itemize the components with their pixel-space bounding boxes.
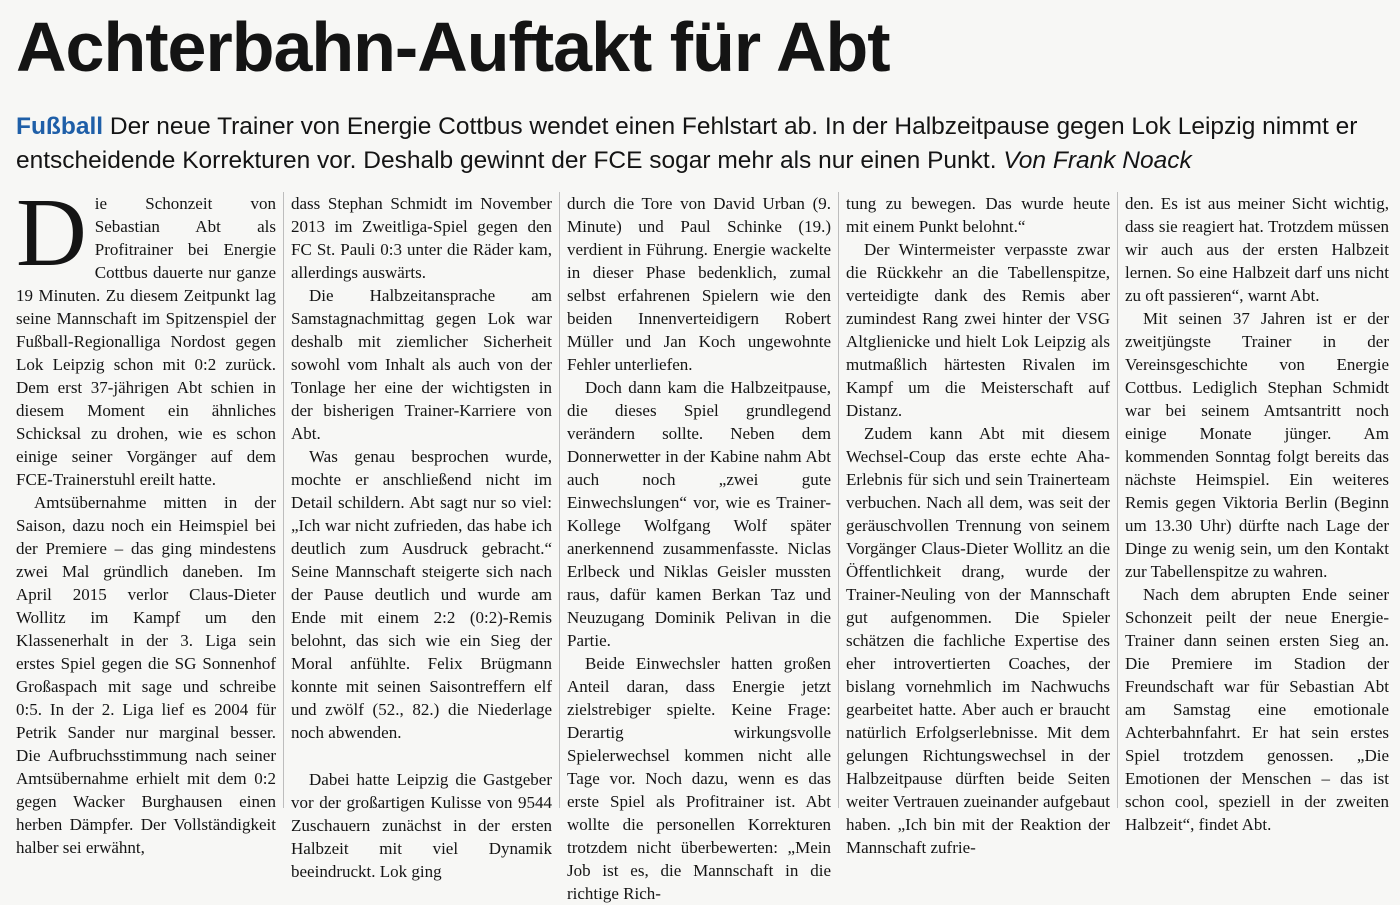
column-5 xyxy=(1125,192,1389,834)
paragraph: Was genau besprochen wurde, mochte er anschließend nicht im Detail schildern. Abt sagt nur so viel: „Ich war nicht zufrieden, das habe ich deutlich zum Ausdruck gebracht.“ Seine Mannschaft steigerte sich nach der Pause deutlich und wurde am Ende mit einem 2:2 (0:2)-Remis belohnt, das sich wie ein Sieg der Moral anfühlte. Felix Brügmann konnte mit seinen Saisontreffern elf und zwölf (52., 82.) die Niederlage noch abwenden. xyxy=(291,447,552,742)
dropcap: D xyxy=(16,179,87,287)
paragraph: Zudem kann Abt mit diesem Wechsel-Coup das erste echte Aha-Erlebnis für sich und sein Trainerteam verbuchen. Nach all dem, was seit der geräuschvollen Trennung von seinem Vorgänger Claus-Dieter Wollitz an die Öffentlichkeit drang, wurde der Trainer-Neuling von der Mannschaft gut aufgenommen. Die Spieler schätzen die fachliche Expertise des eher introvertierten Coaches, der bislang vornehmlich im Nachwuchs gearbeitet hatte. Aber auch er braucht natürlich Erfolgserlebnisse. Mit dem gelungen Richtungswechsel in der Halbzeitpause dürften beide Seiten weiter Vertrauen zueinander aufgebaut haben. „Ich bin mit der Reaktion der Mannschaft zufrie- xyxy=(846,424,1110,857)
paragraph: Die Halbzeitansprache am Samstagnachmittag gegen Lok war deshalb mit ziemlicher Sicherheit sowohl vom Inhalt als auch von der Tonlage her eine der wichtigsten in der bisherigen Trainer-Karriere von Abt. xyxy=(291,286,552,443)
paragraph: durch die Tore von David Urban (9. Minute) und Paul Schinke (19.) verdient in Führung. Energie wackelte in dieser Phase bedenklich, zumal selbst erfahrenen Spielern wie den beiden Innenverteidigern Robert Müller und Jan Koch ungewohnte Fehler unterliefen. xyxy=(567,194,831,374)
column-divider xyxy=(1117,192,1118,808)
paragraph xyxy=(16,179,276,491)
column-divider xyxy=(283,192,284,808)
kicker: Fußball xyxy=(16,113,104,140)
headline: Achterbahn-Auftakt für Abt xyxy=(16,8,890,86)
paragraph: Der Wintermeister verpasste zwar die Rückkehr an die Tabellenspitze, verteidigte dank des Remis aber zumindest Rang zwei hinter der VSG Altglienicke und hielt Lok Leipzig als mutmaßlich härtesten Rivalen im Kampf um die Meisterschaft auf Distanz. xyxy=(846,240,1110,420)
paragraph: dass Stephan Schmidt im November 2013 im Zweitliga-Spiel gegen den FC St. Pauli 0:3 unter die Räder kam, allerdings auswärts. xyxy=(291,194,552,282)
paragraph: Mit seinen 37 Jahren ist er der zweitjüngste Trainer in der Vereinsgeschichte von Energie Cottbus. Lediglich Stephan Schmidt war bei seinem Amtsantritt noch einige Monate jünger. Am kommenden Sonntag folgt bereits das nächste Heimspiel. Ein weiteres Remis gegen Viktoria Berlin (Beginn um 13.30 Uhr) dürfte nach Lage der Dinge zu wenig sein, um den Kontakt zur Tabellenspitze zu wahren. xyxy=(1125,309,1389,581)
column-4 xyxy=(846,192,1110,857)
byline: Von Frank Noack xyxy=(1003,147,1192,174)
column-divider xyxy=(559,192,560,808)
paragraph-text: ie Schonzeit von Sebastian Abt als Profitrainer bei Energie Cottbus dauerte nur ganze 19 Minuten. Zu diesem Zeitpunkt lag seine Mannschaft im Spitzenspiel der Fußball-Regionalliga Nordost gegen Lok Leipzig schon mit 0:2 zurück. Dem erst 37-jährigen Abt schien in diesem Moment ein ähnliches Schicksal zu drohen, wie es schon einige seiner Vorgänger auf dem FCE-Trainerstuhl ereilt hatte. xyxy=(16,194,276,489)
column-2 xyxy=(291,192,552,881)
column-divider xyxy=(838,192,839,808)
paragraph: Amtsübernahme mitten in der Saison, dazu noch ein Heimspiel bei der Premiere – das ging mindestens zwei Mal gründlich daneben. Im April 2015 verlor Claus-Dieter Wollitz im Kampf um den Klassenerhalt in der 3. Liga sein erstes Spiel gegen die SG Sonnenhof Großaspach mit sage und schreibe 0:5. In der 2. Liga lief es 2004 für Petrik Sander nur marginal besser. Die Aufbruchsstimmung nach seiner Amtsübernahme erhielt mit dem 0:2 gegen Wacker Burghausen einen herben Dämpfer. Der Vollständigkeit halber sei erwähnt, xyxy=(16,493,276,857)
column-1 xyxy=(16,179,276,857)
article-deck xyxy=(16,110,1386,178)
paragraph: tung zu bewegen. Das wurde heute mit einem Punkt belohnt.“ xyxy=(846,194,1110,236)
paragraph: den. Es ist aus meiner Sicht wichtig, dass sie reagiert hat. Trotzdem müssen wir auch aus der ersten Halbzeit lernen. So eine Halbzeit darf uns nicht zu oft passieren“, warnt Abt. xyxy=(1125,194,1389,305)
paragraph: Dabei hatte Leipzig die Gastgeber vor der großartigen Kulisse von 9544 Zuschauern zunächst in der ersten Halbzeit mit viel Dynamik beeindruckt. Lok ging xyxy=(291,770,552,881)
paragraph: Nach dem abrupten Ende seiner Schonzeit peilt der neue Energie-Trainer dann seinen ersten Sieg an. Die Premiere im Stadion der Freundschaft war für Sebastian Abt am Samstag eine emotionale Achterbahnfahrt. Er hat sein erstes Spiel trotzdem genossen. „Die Emotionen der Menschen – das ist schon cool, speziell in der zweiten Halbzeit“, findet Abt. xyxy=(1125,585,1389,834)
paragraph: Beide Einwechsler hatten großen Anteil daran, dass Energie jetzt zielstrebiger spielte. Keine Frage: Derartig wirkungsvolle Spielerwechsel kommen nicht alle Tage vor. Noch dazu, wenn es das erste Spiel als Profitrainer ist. Abt wollte die personellen Korrekturen trotzdem nicht überbewerten: „Mein Job ist es, die Mannschaft in die richtige Rich- xyxy=(567,654,831,903)
paragraph: Doch dann kam die Halbzeitpause, die dieses Spiel grundlegend verändern sollte. Neben dem Donnerwetter in der Kabine nahm Abt auch noch „zwei gute Einwechslungen“ vor, wie es Trainer-Kollege Wolfgang Wolf später anerkennend zusammenfasste. Niclas Erlbeck und Niklas Geisler mussten raus, dafür kamen Berkan Taz und Neuzugang Dominik Pelivan in die Partie. xyxy=(567,378,831,650)
column-3 xyxy=(567,192,831,903)
deck-text: Der neue Trainer von Energie Cottbus wendet einen Fehlstart ab. In der Halbzeitpause gegen Lok Leipzig nimmt er entscheidende Korrekturen vor. Deshalb gewinnt der FCE sogar mehr als nur einen Punkt. xyxy=(16,113,1358,174)
